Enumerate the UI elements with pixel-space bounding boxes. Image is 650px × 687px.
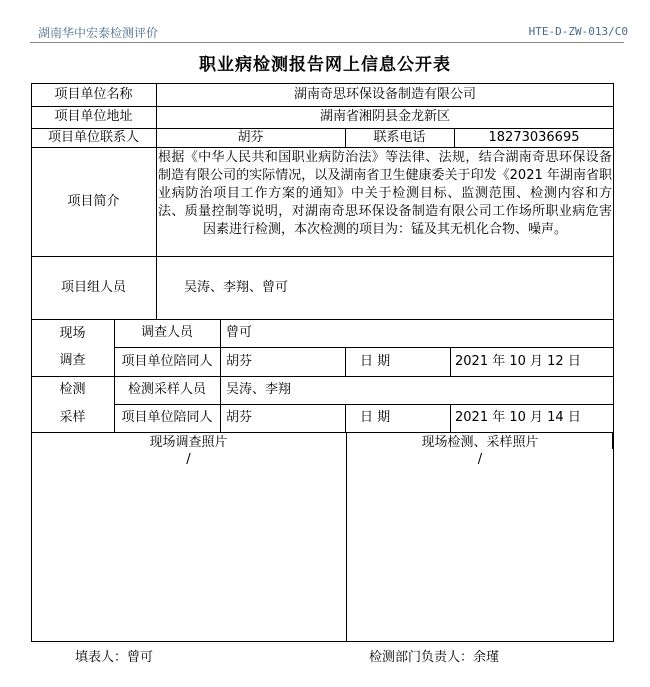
sampling-label-b: 采样: [59, 410, 86, 425]
sampling-date-value: 2021 年 10 月 14 日: [455, 410, 581, 425]
header-divider: [30, 42, 624, 43]
sampling-photo-label: 现场检测、采样照片: [421, 435, 539, 450]
row-divider: [114, 404, 614, 405]
col-divider: [220, 319, 221, 432]
team-value: 吴涛、李翔、曾可: [184, 280, 289, 295]
col-divider: [345, 347, 346, 376]
sampling-label-a: 检测: [59, 382, 86, 397]
survey-label-a: 现场: [59, 326, 86, 341]
filler: 填表人：曾可: [75, 650, 154, 665]
sampling-escort-label: 项目单位陪同人: [121, 410, 213, 425]
row-divider: [31, 432, 614, 433]
survey-photo-value: /: [186, 452, 191, 467]
phone-value: 18273036695: [488, 130, 580, 145]
col-divider: [450, 404, 451, 432]
sampler-value: 吴涛、李翔: [226, 382, 292, 397]
row-divider: [31, 147, 614, 148]
row-divider: [114, 347, 614, 348]
dept-head: 检测部门负责人：余瑾: [369, 650, 500, 665]
survey-photo-label: 现场调查照片: [149, 435, 228, 450]
row-divider: [31, 106, 614, 107]
address-value: 湖南省湘阴县金龙新区: [319, 109, 450, 124]
text-cursor: [612, 432, 614, 449]
unit-name-value: 湖南奇思环保设备制造有限公司: [293, 87, 476, 102]
row-divider: [31, 319, 614, 320]
header-doc-code: HTE-D-ZW-013/C0: [528, 25, 628, 38]
contact-value: 胡芬: [237, 130, 264, 145]
row-divider: [31, 128, 614, 129]
page-title: 职业病检测报告网上信息公开表: [199, 55, 451, 75]
row-divider: [31, 376, 614, 377]
sampling-date-label: 日 期: [360, 410, 391, 425]
survey-label-b: 调查: [59, 353, 86, 368]
investigator-label: 调查人员: [140, 325, 193, 340]
survey-escort-value: 胡芬: [226, 354, 253, 369]
investigator-value: 曾可: [226, 325, 253, 340]
col-divider: [450, 347, 451, 376]
header-company: 湖南华中宏泰检测评价: [38, 26, 159, 40]
col-divider: [345, 404, 346, 432]
phone-label: 联系电话: [373, 130, 426, 145]
survey-date-label: 日 期: [360, 354, 391, 369]
survey-escort-label: 项目单位陪同人: [121, 354, 213, 369]
contact-label: 项目单位联系人: [47, 130, 139, 145]
team-label: 项目组人员: [60, 280, 126, 295]
address-label: 项目单位地址: [54, 109, 133, 124]
intro-text: 根据《中华人民共和国职业病防治法》等法律、法规，结合湖南奇思环保设备制造有限公司的实际情况，以及湖南省卫生健康委关于印发《2021 年湖南省职业病防治项目工作方案的通知》中关于检测目标、监测范围、检测内容和方法、质量控制等说明，对湖南奇思环保设备制造有限公司工作场所职业病危害因素进行检测，本次检测的项目为：锰及其无机化合物、噪声。: [158, 150, 612, 237]
intro-label: 项目简介: [67, 194, 120, 209]
row-divider: [31, 256, 614, 257]
sampler-label: 检测采样人员: [127, 382, 206, 397]
survey-date-value: 2021 年 10 月 12 日: [455, 354, 581, 369]
unit-name-label: 项目单位名称: [54, 87, 133, 102]
sampling-photo-value: /: [477, 452, 483, 467]
sampling-escort-value: 胡芬: [226, 410, 253, 425]
